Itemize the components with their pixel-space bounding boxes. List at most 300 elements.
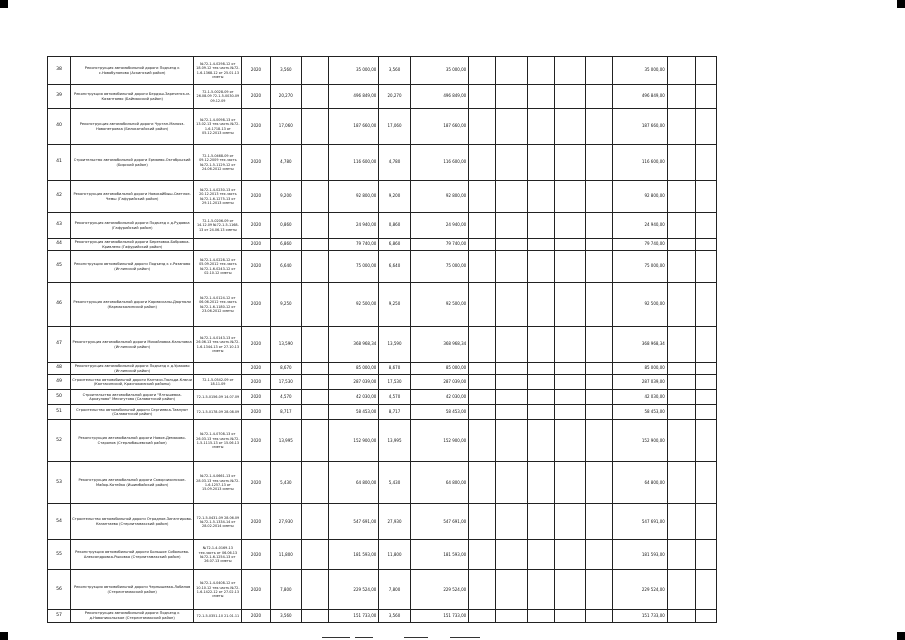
cell-year: 2020 (242, 420, 270, 462)
cell-empty (301, 570, 328, 610)
cell-len: 20,270 (270, 85, 301, 109)
cell-empty (667, 462, 695, 504)
cell-empty (554, 420, 585, 462)
cell-year: 2020 (242, 405, 270, 420)
cell-total: 547 691,00 (613, 504, 667, 540)
cell-doc: 72-1-5-0431-09 28.06.09 №72-1-5-1334-14 от 28.02.2014 сметы (194, 504, 242, 540)
cell-cost: 496 849,00 (329, 85, 379, 109)
cell-empty (527, 570, 554, 610)
cell-no: 39 (48, 85, 71, 109)
cell-total: 152 900,00 (613, 420, 667, 462)
cell-total: 92 500,00 (613, 283, 667, 327)
cell-doc (194, 363, 242, 375)
cell-empty (527, 251, 554, 283)
cell-empty (527, 375, 554, 390)
cell-empty (469, 181, 496, 213)
cell-cost: 187 660,00 (329, 109, 379, 145)
cell-len2: 27,930 (379, 504, 410, 540)
cell-len: 6,640 (270, 251, 301, 283)
cell-len2: 8,670 (379, 363, 410, 375)
cell-len: 9,200 (270, 181, 301, 213)
cell-empty (696, 283, 717, 327)
cell-cost2: 116 600,00 (410, 145, 469, 181)
table-row (48, 420, 717, 462)
cell-len: 4,780 (270, 145, 301, 181)
cell-total: 116 600,00 (613, 145, 667, 181)
cell-total: 85 000,00 (613, 363, 667, 375)
corner-mark-bottom-right (897, 632, 905, 640)
cell-empty (496, 462, 527, 504)
cell-empty (696, 540, 717, 570)
cell-cost: 58 453,00 (329, 405, 379, 420)
cell-empty (301, 85, 328, 109)
cell-total: 75 000,00 (613, 251, 667, 283)
cell-len2: 0,860 (379, 213, 410, 239)
cell-cost2: 181 593,00 (410, 540, 469, 570)
cell-empty (496, 610, 527, 622)
cell-name: Реконструкция автомобильной дороги Березовка-Бобровка-Кривлено (Гафурийский район) (70, 239, 193, 251)
cell-empty (554, 327, 585, 363)
cell-total: 151 733,00 (613, 610, 667, 622)
cell-len2: 17,060 (379, 109, 410, 145)
cell-total: 496 849,00 (613, 85, 667, 109)
cell-empty (496, 390, 527, 405)
cell-empty (469, 85, 496, 109)
cell-no: 52 (48, 420, 71, 462)
cell-doc (194, 239, 242, 251)
cell-empty (586, 251, 613, 283)
cell-len: 13,995 (270, 420, 301, 462)
cell-len: 5,430 (270, 462, 301, 504)
table-row (48, 363, 717, 375)
cell-len2: 3,560 (379, 57, 410, 85)
cell-no: 50 (48, 390, 71, 405)
cell-cost: 229 524,00 (329, 570, 379, 610)
cell-total: 181 593,00 (613, 540, 667, 570)
cell-empty (301, 181, 328, 213)
cell-empty (667, 504, 695, 540)
cell-empty (301, 109, 328, 145)
cell-empty (696, 181, 717, 213)
cell-len2: 6,860 (379, 239, 410, 251)
cell-empty (469, 420, 496, 462)
cell-cost2: 92 800,00 (410, 181, 469, 213)
cell-name: Реконструкция автомобильной дороги Новокайбыш-Светлое-Чемш (Гафурийский район) (70, 181, 193, 213)
cell-empty (696, 390, 717, 405)
cell-empty (554, 109, 585, 145)
table-row (48, 85, 717, 109)
cell-empty (527, 213, 554, 239)
cell-doc: 72-1-5-0178-09 28.08.09 (194, 405, 242, 420)
cell-year: 2020 (242, 85, 270, 109)
page-foot-mark (450, 637, 480, 638)
cell-year: 2020 (242, 283, 270, 327)
cell-empty (554, 283, 585, 327)
cell-empty (301, 610, 328, 622)
cell-empty (527, 145, 554, 181)
cell-no: 53 (48, 462, 71, 504)
cell-empty (667, 145, 695, 181)
cell-cost2: 368 968,34 (410, 327, 469, 363)
cell-empty (586, 405, 613, 420)
cell-len2: 20,270 (379, 85, 410, 109)
table-row (48, 181, 717, 213)
cell-empty (696, 570, 717, 610)
cell-empty (469, 375, 496, 390)
cell-cost: 116 600,00 (329, 145, 379, 181)
table-row (48, 327, 717, 363)
cell-empty (301, 540, 328, 570)
cell-empty (554, 405, 585, 420)
cell-cost: 79 740,00 (329, 239, 379, 251)
cell-len: 9,250 (270, 283, 301, 327)
cell-empty (696, 420, 717, 462)
cell-name: Реконструкция автомобильной дороги Михайловка-Кальтовка (Иглинский район) (70, 327, 193, 363)
cell-empty (496, 570, 527, 610)
cell-empty (469, 462, 496, 504)
cell-empty (469, 610, 496, 622)
cell-no: 57 (48, 610, 71, 622)
cell-empty (527, 405, 554, 420)
cell-len2: 9,200 (379, 181, 410, 213)
cell-empty (586, 109, 613, 145)
cell-len: 8,670 (270, 363, 301, 375)
table-row (48, 462, 717, 504)
cell-empty (496, 85, 527, 109)
cell-doc: №72-1-4-0169-13 тех.часть от 06.06.13 №72-1-6-1254-13 от 26.07.13 сметы (194, 540, 242, 570)
cell-year: 2020 (242, 504, 270, 540)
cell-cost: 92 500,00 (329, 283, 379, 327)
cell-cost2: 229 524,00 (410, 570, 469, 610)
table-row (48, 570, 717, 610)
cell-no: 51 (48, 405, 71, 420)
cell-empty (527, 283, 554, 327)
cell-cost2: 151 733,00 (410, 610, 469, 622)
cell-name: Реконструкция автомобильной дороги Подъезд к с.Новобуланово (Аскинский район) (70, 57, 193, 85)
cell-empty (554, 504, 585, 540)
cell-cost: 181 593,00 (329, 540, 379, 570)
cell-len2: 11,800 (379, 540, 410, 570)
cell-empty (667, 375, 695, 390)
cell-empty (469, 145, 496, 181)
cell-cost2: 496 849,00 (410, 85, 469, 109)
cell-no: 41 (48, 145, 71, 181)
cell-empty (469, 283, 496, 327)
cell-empty (469, 504, 496, 540)
cell-doc: №72-1-4-0408-12 от 10.10.12 тех.часть №72-1-6-1422-12 от 27.02.13 сметы (194, 570, 242, 610)
cell-empty (496, 283, 527, 327)
cell-no: 48 (48, 363, 71, 375)
cell-empty (554, 390, 585, 405)
cell-year: 2020 (242, 57, 270, 85)
cell-len2: 8,717 (379, 405, 410, 420)
cell-empty (554, 375, 585, 390)
cell-empty (527, 390, 554, 405)
cell-empty (469, 239, 496, 251)
cell-empty (469, 213, 496, 239)
cell-empty (527, 239, 554, 251)
cell-empty (301, 462, 328, 504)
cell-cost2: 287 039,00 (410, 375, 469, 390)
cell-empty (527, 540, 554, 570)
cell-empty (667, 283, 695, 327)
cell-empty (586, 610, 613, 622)
cell-doc: №72-1-4-0708-13 от 26.03.13 тех.часть №72-1-5-1115-13 от 15.06.13 сметы (194, 420, 242, 462)
cell-len: 17,530 (270, 375, 301, 390)
cell-empty (696, 462, 717, 504)
cell-empty (667, 85, 695, 109)
cell-total: 187 660,00 (613, 109, 667, 145)
cell-len: 3,560 (270, 57, 301, 85)
cell-empty (469, 251, 496, 283)
cell-empty (301, 283, 328, 327)
table-row (48, 610, 717, 622)
cell-empty (586, 85, 613, 109)
cell-empty (469, 570, 496, 610)
cell-len2: 13,995 (379, 420, 410, 462)
cell-empty (554, 57, 585, 85)
cell-year: 2020 (242, 213, 270, 239)
cell-empty (301, 239, 328, 251)
cell-empty (586, 390, 613, 405)
cell-empty (586, 375, 613, 390)
cell-name: Строительство автомобильной дороги Ермаево-Октябрьский (Бирский район) (70, 145, 193, 181)
cell-len2: 3,560 (379, 610, 410, 622)
cell-empty (527, 363, 554, 375)
cell-empty (469, 540, 496, 570)
table-row (48, 239, 717, 251)
cell-empty (667, 213, 695, 239)
cell-empty (301, 375, 328, 390)
cell-empty (667, 540, 695, 570)
cell-name: Реконструкция автомобильной дороги Чернышевка-Лобанов (Стерлитамакский район) (70, 570, 193, 610)
cell-doc: 72-1-5-0206-09 от 14.12.09 №72-1-5-1168-13 от 24.06.13 сметы (194, 213, 242, 239)
cell-empty (554, 570, 585, 610)
cell-cost: 287 039,00 (329, 375, 379, 390)
cell-cost: 368 968,34 (329, 327, 379, 363)
cell-empty (554, 239, 585, 251)
cell-doc: №72-1-4-0661-13 от 28.03.13 тех.часть №72-1-6-1257-13 от 15.09.2013 сметы (194, 462, 242, 504)
cell-name: Реконструкция автомобильной дороги Подъезд к д.Новоникольское (Стерлитамакский район) (70, 610, 193, 622)
cell-no: 55 (48, 540, 71, 570)
table-row (48, 283, 717, 327)
cell-empty (496, 239, 527, 251)
cell-no: 44 (48, 239, 71, 251)
cell-empty (469, 57, 496, 85)
cell-empty (527, 462, 554, 504)
cell-len: 3,560 (270, 610, 301, 622)
cell-name: Реконструкция автомобильной дороги Подъезд к д.Рудовка (Гафурийский район) (70, 213, 193, 239)
cell-len: 11,800 (270, 540, 301, 570)
cell-empty (586, 540, 613, 570)
cell-name: Строительство автомобильной дороги Калтаси-Тюльди-Ключи (Калтасинский, Краснокамский районы) (70, 375, 193, 390)
cell-total: 229 524,00 (613, 570, 667, 610)
road-works-table-sheet (47, 56, 717, 623)
cell-empty (469, 109, 496, 145)
table-row (48, 390, 717, 405)
cell-total: 42 030,00 (613, 390, 667, 405)
table-row (48, 540, 717, 570)
cell-empty (527, 109, 554, 145)
cell-cost2: 58 453,00 (410, 405, 469, 420)
cell-cost: 64 800,00 (329, 462, 379, 504)
table-row (48, 251, 717, 283)
cell-empty (496, 363, 527, 375)
cell-cost2: 547 691,00 (410, 504, 469, 540)
cell-year: 2020 (242, 181, 270, 213)
cell-cost: 75 000,00 (329, 251, 379, 283)
cell-cost2: 35 000,00 (410, 57, 469, 85)
cell-empty (554, 181, 585, 213)
cell-cost2: 187 660,00 (410, 109, 469, 145)
cell-empty (469, 327, 496, 363)
cell-total: 79 740,00 (613, 239, 667, 251)
cell-empty (696, 239, 717, 251)
cell-empty (586, 420, 613, 462)
cell-empty (696, 405, 717, 420)
cell-empty (667, 405, 695, 420)
cell-empty (527, 504, 554, 540)
cell-empty (496, 109, 527, 145)
cell-empty (696, 213, 717, 239)
road-works-table (47, 56, 717, 623)
cell-no: 42 (48, 181, 71, 213)
cell-total: 35 000,00 (613, 57, 667, 85)
cell-no: 56 (48, 570, 71, 610)
table-row (48, 405, 717, 420)
cell-empty (667, 390, 695, 405)
cell-total: 58 453,00 (613, 405, 667, 420)
cell-doc: 72-1-5-0468-09 от 09.12.2009 тех.часть №72-1-5-1129-12 от 24.06.2012 сметы (194, 145, 242, 181)
cell-name: Реконструкция автомобильной дороги Подъезд к д.Ураково (Иглинский район) (70, 363, 193, 375)
cell-no: 54 (48, 504, 71, 540)
cell-doc: №72-1-4-0298-12 от 18.09.12 тех.часть №72-1-6-1368-12 от 25.01.13 сметы (194, 57, 242, 85)
cell-empty (696, 57, 717, 85)
cell-empty (469, 405, 496, 420)
cell-cost2: 152 900,00 (410, 420, 469, 462)
cell-len: 0,860 (270, 213, 301, 239)
cell-empty (301, 251, 328, 283)
cell-len: 27,930 (270, 504, 301, 540)
cell-empty (586, 57, 613, 85)
cell-empty (667, 57, 695, 85)
cell-doc: 72-1-5-0351-10 21.01.11 (194, 610, 242, 622)
cell-empty (586, 181, 613, 213)
cell-empty (554, 610, 585, 622)
cell-empty (696, 610, 717, 622)
cell-cost: 42 030,00 (329, 390, 379, 405)
cell-empty (496, 504, 527, 540)
cell-empty (527, 610, 554, 622)
cell-empty (496, 145, 527, 181)
cell-doc: 72-1-5-0156-09 14.07.09 (194, 390, 242, 405)
cell-empty (667, 181, 695, 213)
cell-year: 2020 (242, 327, 270, 363)
table-row (48, 109, 717, 145)
cell-empty (496, 57, 527, 85)
table-row (48, 213, 717, 239)
cell-name: Строительство автомобильной дороги Сергиевка-Тавлуют (Салаватский район) (70, 405, 193, 420)
cell-name: Реконструкция автомобильной дороги Чуртан-Малояз-Новопетровка (Белокатайский район) (70, 109, 193, 145)
cell-name: Реконструкция автомобильной дороги Новое-Демаково-Старонов (Стерлибашевский район) (70, 420, 193, 462)
cell-empty (527, 57, 554, 85)
cell-cost2: 92 500,00 (410, 283, 469, 327)
corner-mark-bottom-left (0, 632, 8, 640)
corner-mark-top-right (897, 0, 905, 8)
cell-doc: №72-1-4-0230-13 от 20.12.2013 тех.часть №72-1-6-1275-13 от 29.11.2013 сметы (194, 181, 242, 213)
cell-year: 2020 (242, 390, 270, 405)
table-row (48, 57, 717, 85)
cell-no: 45 (48, 251, 71, 283)
cell-no: 47 (48, 327, 71, 363)
corner-mark-top-left (0, 0, 8, 8)
cell-total: 64 800,00 (613, 462, 667, 504)
cell-empty (301, 327, 328, 363)
cell-no: 46 (48, 283, 71, 327)
cell-name: Реконструкция автомобильной дороги Скворчихинское-Майор-Котейко (Ишимбайский район) (70, 462, 193, 504)
cell-empty (696, 109, 717, 145)
cell-len2: 6,640 (379, 251, 410, 283)
cell-name: Реконструкция автомобильной дороги Подъезд к с.Рязаново (Иглинский район) (70, 251, 193, 283)
cell-empty (696, 85, 717, 109)
cell-cost: 547 691,00 (329, 504, 379, 540)
cell-cost2: 64 800,00 (410, 462, 469, 504)
cell-empty (301, 363, 328, 375)
cell-empty (554, 540, 585, 570)
cell-empty (586, 504, 613, 540)
cell-cost2: 79 740,00 (410, 239, 469, 251)
cell-empty (667, 420, 695, 462)
cell-year: 2020 (242, 363, 270, 375)
cell-len2: 17,530 (379, 375, 410, 390)
cell-total: 368 968,34 (613, 327, 667, 363)
cell-empty (527, 181, 554, 213)
cell-empty (696, 251, 717, 283)
cell-year: 2020 (242, 540, 270, 570)
cell-empty (554, 213, 585, 239)
cell-empty (301, 420, 328, 462)
cell-name: Реконструкция автомобильной дороги Кармаскалы-Дюртюли (Кармаскалинский район) (70, 283, 193, 327)
cell-doc: №72-1-4-0228-12 от 05.09.2012 тех.часть №72-1-6-0243-12 от 02.10.12 сметы (194, 251, 242, 283)
cell-doc: 72-1-5-0542-09 от 18.11.09 (194, 375, 242, 390)
cell-total: 287 039,00 (613, 375, 667, 390)
cell-empty (667, 239, 695, 251)
cell-cost2: 85 000,00 (410, 363, 469, 375)
cell-total: 92 800,00 (613, 181, 667, 213)
cell-len: 4,570 (270, 390, 301, 405)
cell-empty (554, 462, 585, 504)
cell-total: 24 940,00 (613, 213, 667, 239)
cell-empty (667, 363, 695, 375)
cell-empty (554, 251, 585, 283)
cell-no: 49 (48, 375, 71, 390)
cell-doc: №72-1-4-0124-12 от 06.06.2012 тех.часть №72-1-6-1180-12 от 23.06.2012 сметы (194, 283, 242, 327)
table-row (48, 375, 717, 390)
cell-no: 38 (48, 57, 71, 85)
cell-doc: №72-1-4-0098-13 от 13.02.13 тех.часть №72-1-6-1718-13 от 05.12.2013 сметы (194, 109, 242, 145)
cell-empty (586, 145, 613, 181)
cell-doc: №72-1-4-0143-13 от 26.06.13 тех.часть №72-1-6-1344-13 от 27.10.13 сметы (194, 327, 242, 363)
cell-empty (667, 251, 695, 283)
cell-empty (696, 375, 717, 390)
cell-len: 6,860 (270, 239, 301, 251)
page-foot-mark (322, 637, 350, 638)
cell-empty (696, 363, 717, 375)
cell-empty (496, 181, 527, 213)
cell-name: Строительство автомобильной дороги Отрадное-Зигангирово-Казантаево (Стерлитамакский район) (70, 504, 193, 540)
cell-empty (586, 363, 613, 375)
cell-year: 2020 (242, 239, 270, 251)
